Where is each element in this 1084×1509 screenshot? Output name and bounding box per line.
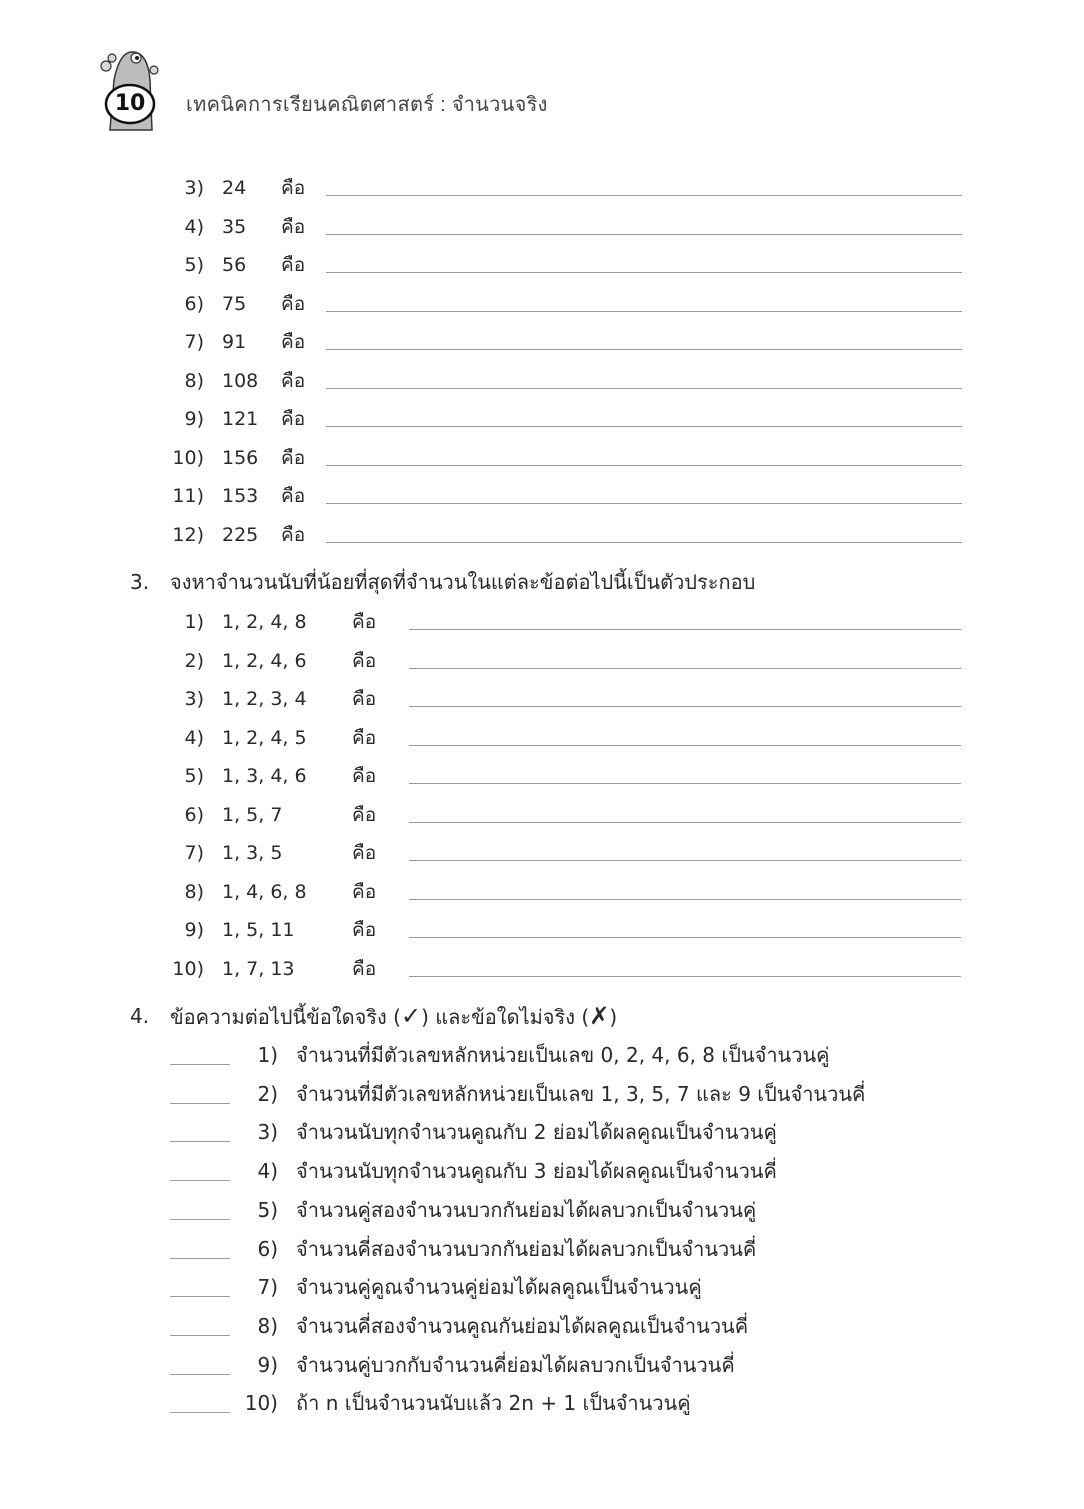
- statement-text: จำนวนที่มีตัวเลขหลักหน่วยเป็นเลข 1, 3, 5, 7 และ 9 เป็นจำนวนคี่: [296, 1081, 866, 1106]
- answer-blank[interactable]: [170, 1141, 230, 1142]
- keu-label: คือ: [281, 292, 306, 315]
- item-value: 91: [222, 331, 247, 353]
- list-item: [0, 327, 1084, 357]
- item-number: 8): [184, 880, 204, 903]
- keu-label: คือ: [352, 765, 377, 787]
- answer-blank[interactable]: [170, 1412, 230, 1413]
- item-value: 108: [222, 369, 259, 392]
- answer-line[interactable]: [409, 822, 961, 823]
- keu-label: คือ: [352, 803, 377, 826]
- list-item: [0, 212, 1084, 242]
- answer-line[interactable]: [409, 860, 961, 861]
- item-number: 4): [257, 1159, 278, 1184]
- answer-line[interactable]: [409, 937, 961, 938]
- answer-line[interactable]: [326, 311, 962, 312]
- true-false-item: [170, 1040, 930, 1070]
- statement-text: จำนวนคี่สองจำนวนคูณกันย่อมได้ผลคูณเป็นจำนวนคี่: [296, 1313, 749, 1338]
- true-false-item: [170, 1195, 930, 1225]
- item-number: 5): [257, 1197, 278, 1222]
- item-number: 3): [184, 177, 204, 199]
- item-number: 10): [172, 957, 204, 980]
- item-value: 1, 2, 4, 8: [222, 611, 307, 633]
- item-number: 3): [184, 688, 204, 710]
- statement-text: จำนวนคู่สองจำนวนบวกกันย่อมได้ผลบวกเป็นจำนวนคู่: [296, 1197, 757, 1222]
- answer-blank[interactable]: [170, 1180, 230, 1181]
- keu-label: คือ: [281, 408, 306, 430]
- item-value: 156: [222, 446, 259, 469]
- item-number: 8): [257, 1313, 278, 1338]
- item-value: 121: [222, 408, 259, 430]
- list-item: [0, 800, 1084, 830]
- header-title: เทคนิคการเรียนคณิตศาสตร์ : จำนวนจริง: [186, 94, 548, 116]
- list-item: [0, 684, 1084, 714]
- keu-label: คือ: [281, 485, 306, 507]
- item-value: 1, 2, 3, 4: [222, 688, 307, 710]
- item-value: 1, 7, 13: [222, 957, 295, 980]
- statement-text: ถ้า n เป็นจำนวนนับแล้ว 2n + 1 เป็นจำนวนคู่: [296, 1391, 691, 1416]
- keu-label: คือ: [281, 331, 306, 353]
- true-false-item: [170, 1234, 930, 1264]
- keu-label: คือ: [352, 957, 377, 980]
- list-item: [0, 520, 1084, 550]
- item-number: 7): [184, 842, 204, 864]
- statement-text: จำนวนนับทุกจำนวนคูณกับ 2 ย่อมได้ผลคูณเป็นจำนวนคู่: [296, 1120, 777, 1145]
- answer-line[interactable]: [326, 349, 962, 350]
- list-item: [0, 173, 1084, 203]
- true-false-item: [170, 1156, 930, 1186]
- answer-line[interactable]: [409, 976, 961, 977]
- item-number: 4): [184, 726, 204, 749]
- item-value: 1, 5, 7: [222, 803, 283, 826]
- answer-blank[interactable]: [170, 1103, 230, 1104]
- title-part-1: ข้อความต่อไปนี้ข้อใดจริง (: [170, 1005, 401, 1029]
- item-number: 5): [184, 254, 204, 276]
- section-4-text: [170, 1001, 617, 1032]
- answer-line[interactable]: [326, 465, 962, 466]
- item-number: 5): [184, 765, 204, 787]
- answer-line[interactable]: [326, 388, 962, 389]
- section-4-number: 4.: [130, 1004, 150, 1028]
- title-part-2: ) และข้อใดไม่จริง (: [421, 1005, 590, 1029]
- title-part-3: ): [609, 1005, 618, 1029]
- page-header: [100, 40, 1000, 135]
- list-item: [0, 915, 1084, 945]
- true-false-item: [170, 1350, 930, 1380]
- list-item: [0, 646, 1084, 676]
- keu-label: คือ: [352, 919, 377, 941]
- item-value: 56: [222, 254, 247, 276]
- item-value: 24: [222, 177, 247, 199]
- item-number: 2): [257, 1081, 278, 1106]
- statement-text: จำนวนที่มีตัวเลขหลักหน่วยเป็นเลข 0, 2, 4, 6, 8 เป็นจำนวนคู่: [296, 1043, 830, 1067]
- answer-line[interactable]: [326, 426, 962, 427]
- item-value: 153: [222, 485, 259, 507]
- item-number: 11): [172, 485, 204, 507]
- answer-line[interactable]: [409, 629, 961, 630]
- answer-line[interactable]: [326, 272, 962, 273]
- keu-label: คือ: [352, 688, 377, 710]
- item-number: 6): [257, 1236, 278, 1261]
- check-mark-icon: ✓: [400, 1002, 422, 1030]
- answer-line[interactable]: [409, 706, 961, 707]
- keu-label: คือ: [352, 611, 377, 633]
- answer-line[interactable]: [326, 234, 962, 235]
- list-item: [0, 954, 1084, 984]
- answer-line[interactable]: [409, 745, 961, 746]
- item-value: 1, 3, 4, 6: [222, 765, 307, 787]
- item-number: 9): [184, 919, 204, 941]
- list-item: [0, 481, 1084, 511]
- item-number: 6): [184, 803, 204, 826]
- section-3-number: 3.: [130, 570, 150, 594]
- item-number: 3): [257, 1120, 278, 1145]
- statement-text: จำนวนคี่สองจำนวนบวกกันย่อมได้ผลบวกเป็นจำนวนคี่: [296, 1236, 757, 1261]
- item-number: 7): [257, 1275, 278, 1300]
- item-number: 7): [184, 331, 204, 353]
- keu-label: คือ: [281, 215, 306, 238]
- list-item: [0, 443, 1084, 473]
- list-item: [0, 877, 1084, 907]
- answer-line[interactable]: [326, 503, 962, 504]
- page-number: 10: [114, 91, 146, 116]
- section-3-text: จงหาจำนวนนับที่น้อยที่สุดที่จำนวนในแต่ละข้อต่อไปนี้เป็นตัวประกอบ: [170, 570, 756, 594]
- answer-line[interactable]: [326, 195, 962, 196]
- item-value: 1, 4, 6, 8: [222, 880, 307, 903]
- list-item: [0, 607, 1084, 637]
- answer-blank[interactable]: [170, 1258, 230, 1259]
- answer-line[interactable]: [326, 542, 962, 543]
- true-false-item: [170, 1272, 930, 1302]
- list-item: [0, 723, 1084, 753]
- item-number: 8): [184, 369, 204, 392]
- list-item: [0, 366, 1084, 396]
- item-value: 35: [222, 215, 247, 238]
- answer-blank[interactable]: [170, 1296, 230, 1297]
- item-value: 1, 2, 4, 5: [222, 726, 307, 749]
- statement-text: จำนวนนับทุกจำนวนคูณกับ 3 ย่อมได้ผลคูณเป็นจำนวนคี่: [296, 1159, 777, 1184]
- item-value: 75: [222, 292, 247, 315]
- keu-label: คือ: [281, 177, 306, 199]
- statement-text: จำนวนคู่คูณจำนวนคู่ย่อมได้ผลคูณเป็นจำนวนคู่: [296, 1275, 702, 1300]
- item-number: 1): [257, 1043, 278, 1067]
- keu-label: คือ: [281, 254, 306, 276]
- statement-text: จำนวนคู่บวกกับจำนวนคี่ย่อมได้ผลบวกเป็นจำนวนคี่: [296, 1352, 735, 1377]
- true-false-item: [170, 1388, 930, 1418]
- item-number: 2): [184, 649, 204, 672]
- true-false-item: [170, 1311, 930, 1341]
- answer-blank[interactable]: [170, 1374, 230, 1375]
- keu-label: คือ: [352, 726, 377, 749]
- item-value: 1, 5, 11: [222, 919, 295, 941]
- list-item: [0, 250, 1084, 280]
- item-number: 12): [172, 523, 204, 546]
- cross-mark-icon: ✗: [589, 1002, 610, 1030]
- answer-blank[interactable]: [170, 1335, 230, 1336]
- item-number: 10): [244, 1391, 278, 1416]
- answer-line[interactable]: [409, 899, 961, 900]
- item-number: 6): [184, 292, 204, 315]
- answer-blank[interactable]: [170, 1064, 230, 1065]
- keu-label: คือ: [281, 523, 306, 546]
- keu-label: คือ: [352, 842, 377, 864]
- item-value: 1, 2, 4, 6: [222, 649, 307, 672]
- item-number: 9): [257, 1352, 278, 1377]
- list-item: [0, 761, 1084, 791]
- answer-blank[interactable]: [170, 1219, 230, 1220]
- item-number: 1): [184, 611, 204, 633]
- answer-line[interactable]: [409, 783, 961, 784]
- true-false-item: [170, 1117, 930, 1147]
- true-false-item: [170, 1079, 930, 1109]
- item-number: 10): [172, 446, 204, 469]
- keu-label: คือ: [352, 880, 377, 903]
- item-value: 1, 3, 5: [222, 842, 283, 864]
- list-item: [0, 838, 1084, 868]
- keu-label: คือ: [281, 446, 306, 469]
- answer-line[interactable]: [409, 668, 961, 669]
- item-value: 225: [222, 523, 259, 546]
- item-number: 9): [184, 408, 204, 430]
- item-number: 4): [184, 215, 204, 238]
- list-item: [0, 404, 1084, 434]
- list-item: [0, 289, 1084, 319]
- keu-label: คือ: [352, 649, 377, 672]
- keu-label: คือ: [281, 369, 306, 392]
